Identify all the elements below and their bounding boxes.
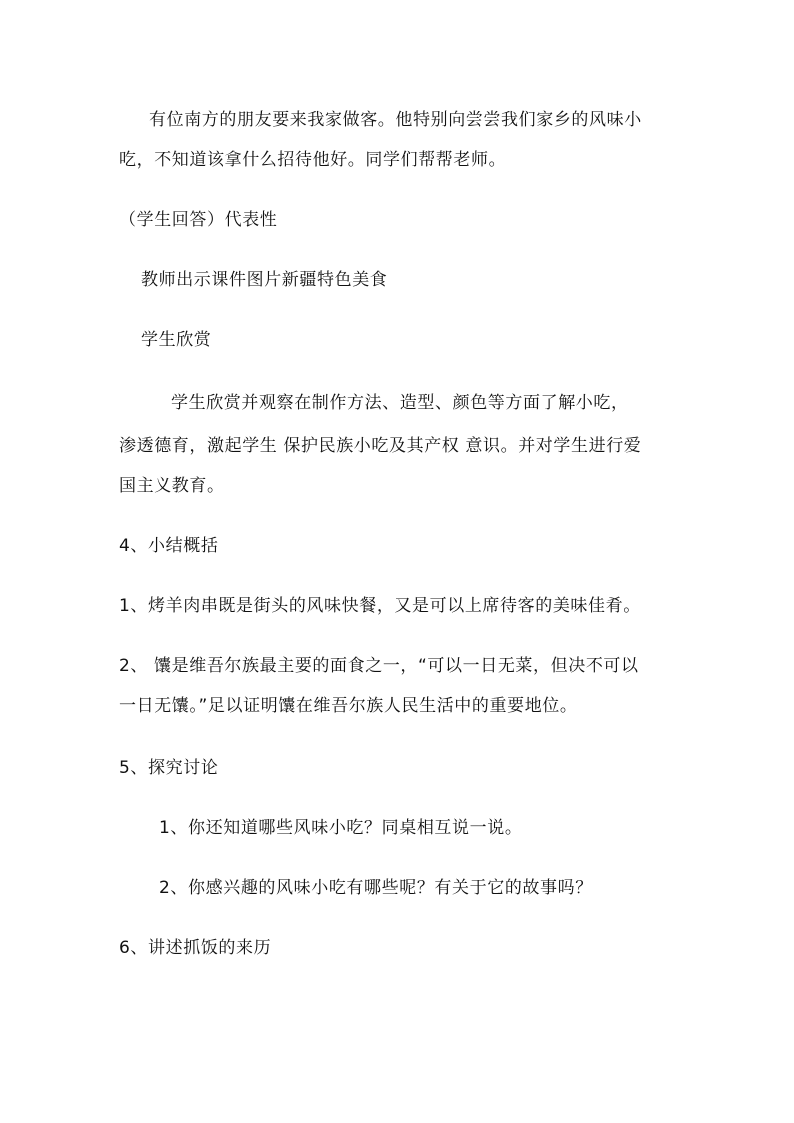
text-line: 教师出示课件图片新疆特色美食	[141, 270, 388, 290]
section-heading: 4、小结概括	[119, 536, 219, 556]
text-line: 吃，不知道该拿什么招待他好。同学们帮帮老师。	[119, 150, 507, 170]
text-line: 渗透德育，激起学生 保护民族小吃及其产权 意识。并对学生进行爱	[119, 436, 642, 456]
text-line: （学生回答）代表性	[119, 210, 278, 230]
text-line: 学生欣赏	[141, 330, 212, 350]
section-heading: 6、讲述抓饭的来历	[119, 938, 272, 958]
text-line: 一日无馕。”足以证明馕在维吾尔族人民生活中的重要地位。	[119, 696, 578, 716]
text-line: 2、你感兴趣的风味小吃有哪些呢？有关于它的故事吗？	[159, 878, 593, 898]
text-line: 1、你还知道哪些风味小吃？同桌相互说一说。	[159, 818, 523, 838]
section-heading: 5、探究讨论	[119, 758, 219, 778]
text-line: 有位南方的朋友要来我家做客。他特别向尝尝我们家乡的风味小	[149, 110, 642, 130]
text-line: 1、烤羊肉串既是街头的风味快餐，又是可以上席待客的美味佳肴。	[119, 596, 641, 616]
text-line: 2、 馕是维吾尔族最主要的面食之一，“可以一日无菜，但决不可以	[119, 656, 639, 676]
text-line: 学生欣赏并观察在制作方法、造型、颜色等方面了解小吃，	[171, 393, 629, 413]
text-line: 国主义教育。	[119, 476, 225, 496]
